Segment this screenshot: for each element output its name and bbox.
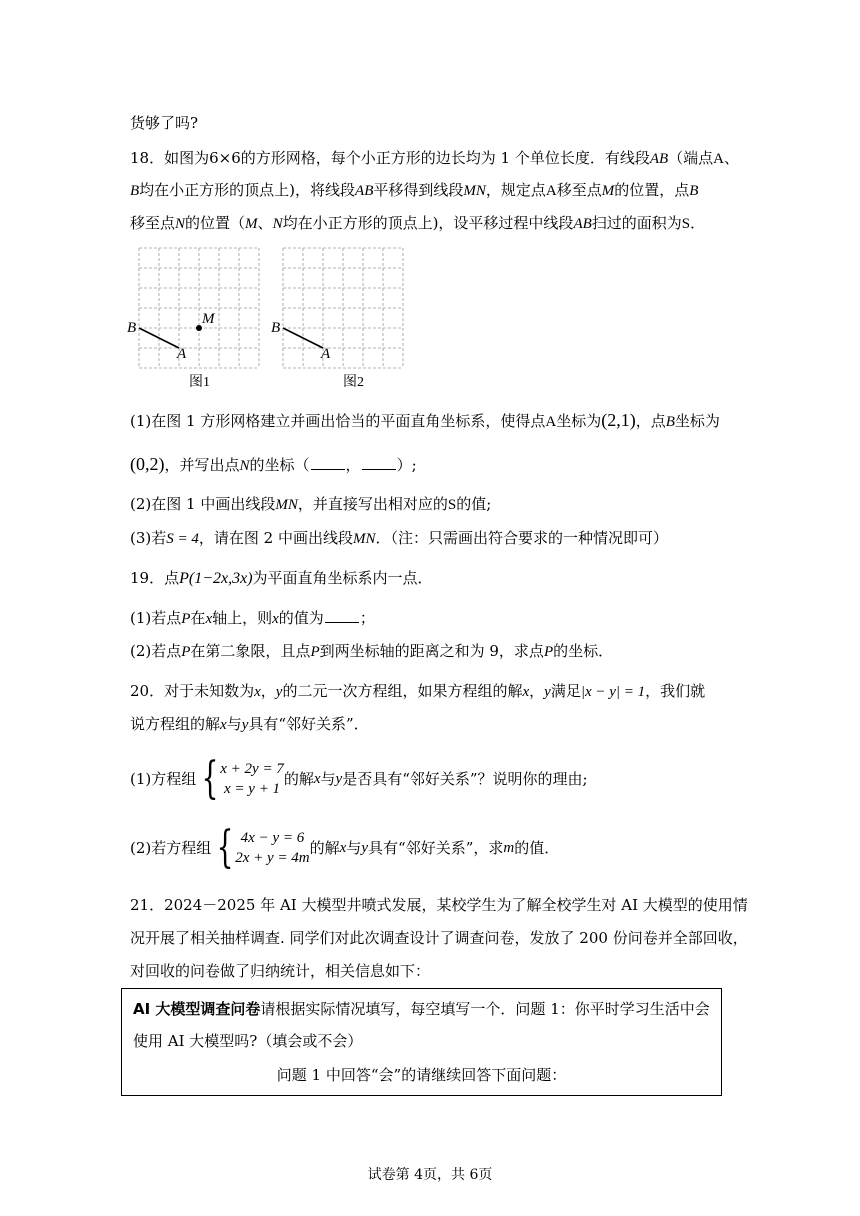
- survey-box-line1: AI 大模型调查问卷请根据实际情况填写，每空填写一个．问题 1：你平时学习生活中会: [133, 1000, 710, 1018]
- q20-part1: (1)方程组 { x + 2y = 7 x = y + 1 的解 x 与 y 是否具有“邻好关系”？说明你的理由;: [130, 753, 588, 804]
- q18-part1-line2: (0,2)，并写出点N的坐标（ ， ）;: [130, 454, 417, 474]
- q18-part2: (2)在图 1 中画出线段MN，并直接写出相对应的S的值;: [130, 495, 492, 513]
- figure2-label-a: A: [321, 346, 331, 362]
- survey-box-line3: 问题 1 中回答“会”的请继续回答下面问题：: [276, 1066, 567, 1084]
- q20-line2: 说方程组的解x与y具有“邻好关系”．: [130, 715, 369, 733]
- q21-line3: 对回收的问卷做了归纳统计，相关信息如下：: [130, 962, 431, 980]
- q18-line2: B均在小正方形的顶点上)，将线段AB平移得到线段MN，规定点A移至点M的位置，点B: [130, 181, 699, 199]
- survey-box-line2: 使用 AI 大模型吗?（填会或不会）: [133, 1032, 363, 1050]
- q19-part1: (1)若点P在x轴上，则x的值为 ；: [130, 609, 375, 627]
- figure2-caption: 图2: [343, 375, 364, 390]
- figure1-caption: 图1: [189, 375, 210, 390]
- q18-line1: 18．如图为6×6的方形网格，每个小正方形的边长均为 1 个单位长度．有线段AB（端点A、: [130, 149, 740, 167]
- survey-box: [121, 988, 722, 1096]
- answer-blank-n-y[interactable]: [362, 469, 396, 470]
- previous-question-tail: 货够了吗?: [130, 114, 199, 132]
- figure1-label-m: M: [202, 311, 215, 327]
- answer-blank-x[interactable]: [325, 622, 359, 623]
- figure1-label-a: A: [177, 346, 187, 362]
- q18-part3: (3)若S = 4，请在图 2 中画出线段MN．（注：只需画出符合要求的一种情况即可）: [130, 529, 668, 547]
- survey-title: AI 大模型调查问卷: [133, 1000, 261, 1018]
- page-footer: 试卷第 4页，共 6页: [367, 1167, 493, 1183]
- q19-line1: 19．点P(1−2x,3x)为平面直角坐标系内一点．: [130, 569, 433, 587]
- figure1-label-b: B: [127, 320, 137, 336]
- q20-line1: 20．对于未知数为x，y的二元一次方程组，如果方程组的解x，y满足|x − y| = 1，我们就: [130, 682, 706, 700]
- q18-figures: [125, 240, 425, 390]
- q21-line2: 况开展了相关抽样调查. 同学们对此次调查设计了调查问卷，发放了 200 份问卷并全部回收，: [130, 929, 748, 947]
- q21-line1: 21．2024－2025 年 AI 大模型井喷式发展，某校学生为了解全校学生对 AI 大模型的使用情: [130, 896, 748, 914]
- q20-part2: (2)若方程组 { 4x − y = 6 2x + y = 4m 的解 x 与 y 具有“邻好关系”，求 m 的值．: [130, 822, 560, 873]
- equation-system-1: { x + 2y = 7 x = y + 1: [201, 753, 284, 804]
- q18-line3: 移至点N的位置（M、N均在小正方形的顶点上)，设平移过程中线段AB扫过的面积为S．: [130, 214, 706, 232]
- q19-part2: (2)若点P在第二象限，且点P到两坐标轴的距离之和为 9，求点P的坐标．: [130, 642, 614, 660]
- answer-blank-n-x[interactable]: [311, 469, 345, 470]
- q18-part1-line1: (1)在图 1 方形网格建立并画出恰当的平面直角坐标系，使得点A坐标为(2,1)，点B坐标为: [130, 410, 720, 430]
- equation-system-2: { 4x − y = 6 2x + y = 4m: [216, 822, 310, 873]
- figure2-label-b: B: [271, 320, 281, 336]
- figure1-grid: [139, 248, 259, 368]
- figure2-grid: [283, 248, 403, 368]
